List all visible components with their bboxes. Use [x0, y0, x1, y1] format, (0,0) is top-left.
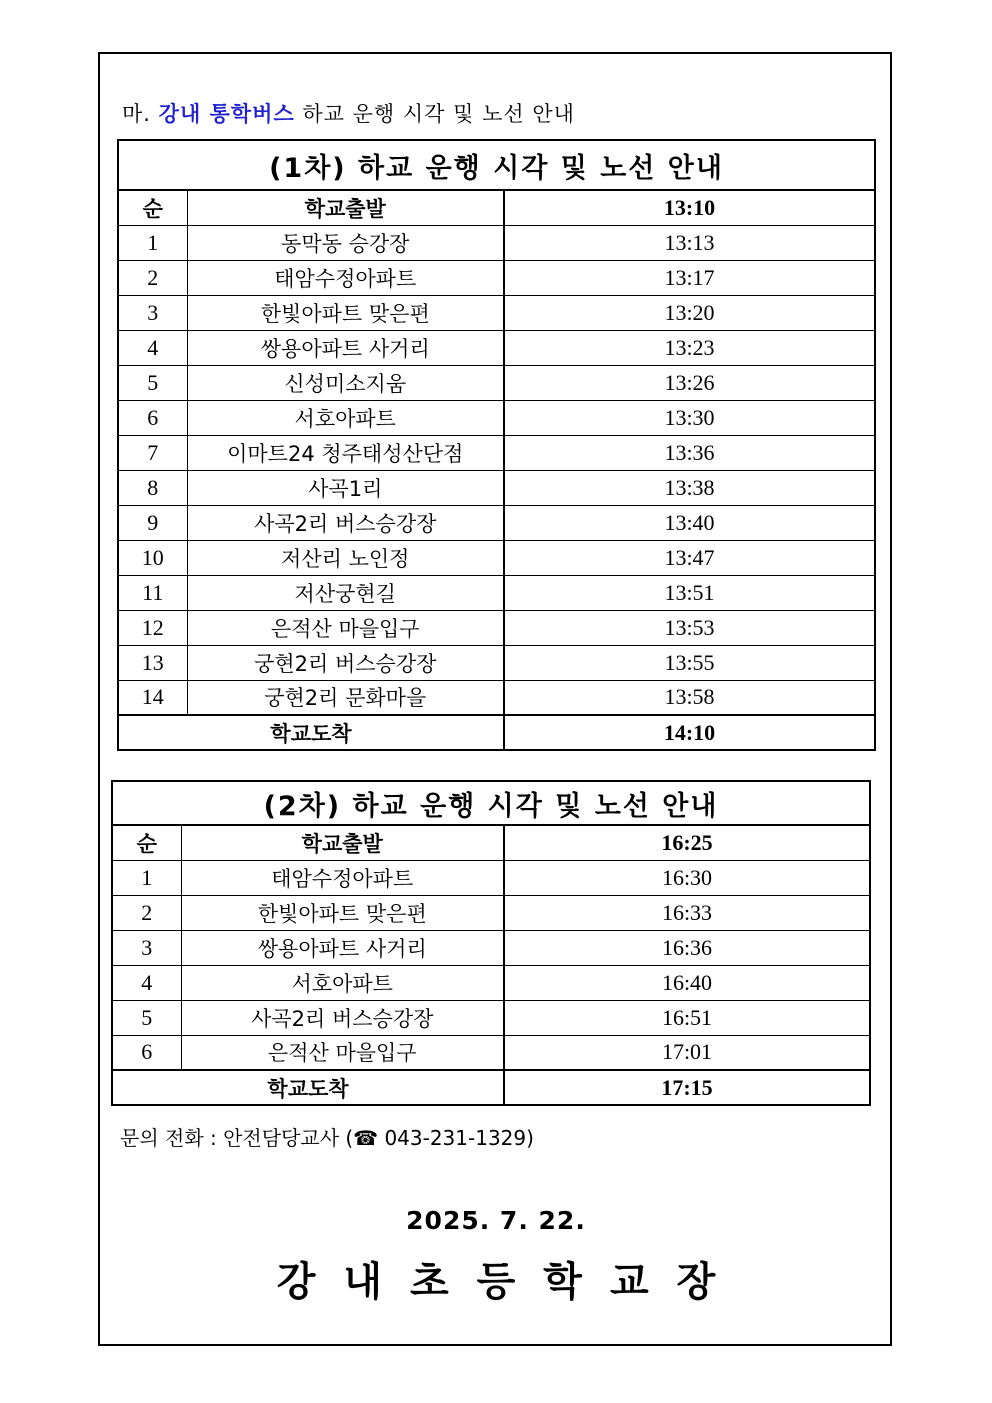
arrival-time: 14:10	[504, 715, 875, 750]
schedule-table-2	[111, 780, 871, 1106]
row-number: 5	[112, 1000, 181, 1035]
stop-time: 13:58	[504, 680, 875, 715]
table-row	[112, 1000, 870, 1035]
row-number: 10	[118, 540, 187, 575]
table-row	[118, 225, 875, 260]
row-number: 13	[118, 645, 187, 680]
stop-time: 13:47	[504, 540, 875, 575]
table-row	[118, 260, 875, 295]
row-number: 1	[112, 860, 181, 895]
row-number: 6	[112, 1035, 181, 1070]
stop-name: 저산궁현길	[187, 575, 504, 610]
stop-name: 사곡1리	[187, 470, 504, 505]
schedule-table-1	[117, 139, 876, 751]
stop-time: 16:40	[504, 965, 870, 1000]
stop-time: 13:36	[504, 435, 875, 470]
row-number: 12	[118, 610, 187, 645]
table-row	[118, 435, 875, 470]
table-row	[112, 965, 870, 1000]
row-number: 3	[118, 295, 187, 330]
stop-time: 13:40	[504, 505, 875, 540]
row-number: 4	[112, 965, 181, 1000]
section-heading	[122, 98, 575, 128]
stop-name: 궁현2리 버스승강장	[187, 645, 504, 680]
table-title: (2차) 하교 운행 시각 및 노선 안내	[112, 781, 870, 825]
stop-time: 13:51	[504, 575, 875, 610]
row-number: 5	[118, 365, 187, 400]
row-number: 2	[118, 260, 187, 295]
table-row	[118, 575, 875, 610]
table-row	[112, 930, 870, 965]
departure-time: 13:10	[504, 190, 875, 225]
stop-name: 서호아파트	[187, 400, 504, 435]
heading-highlight: 강내 통학버스	[158, 102, 295, 126]
table-row	[118, 540, 875, 575]
arrival-label: 학교도착	[118, 715, 504, 750]
stop-time: 16:33	[504, 895, 870, 930]
stop-name: 쌍용아파트 사거리	[181, 930, 504, 965]
table-row	[118, 680, 875, 715]
table-row	[112, 1035, 870, 1070]
stop-name: 한빛아파트 맞은편	[181, 895, 504, 930]
arrival-row	[118, 715, 875, 750]
stop-time: 13:13	[504, 225, 875, 260]
stop-time: 16:30	[504, 860, 870, 895]
row-number: 6	[118, 400, 187, 435]
table-row	[118, 470, 875, 505]
arrival-time: 17:15	[504, 1070, 870, 1105]
stop-time: 13:26	[504, 365, 875, 400]
stop-name: 신성미소지움	[187, 365, 504, 400]
stop-time: 13:38	[504, 470, 875, 505]
stop-name: 사곡2리 버스승강장	[187, 505, 504, 540]
row-number: 14	[118, 680, 187, 715]
table-row	[112, 860, 870, 895]
departure-time: 16:25	[504, 825, 870, 860]
table-row	[112, 895, 870, 930]
row-number: 1	[118, 225, 187, 260]
row-number: 2	[112, 895, 181, 930]
table-row	[118, 505, 875, 540]
row-number: 3	[112, 930, 181, 965]
table-row	[118, 365, 875, 400]
stop-name: 저산리 노인정	[187, 540, 504, 575]
column-header-no: 순	[118, 190, 187, 225]
stop-name: 태암수정아파트	[187, 260, 504, 295]
stop-name: 사곡2리 버스승강장	[181, 1000, 504, 1035]
stop-name: 태암수정아파트	[181, 860, 504, 895]
stop-name: 이마트24 청주태성산단점	[187, 435, 504, 470]
row-number: 8	[118, 470, 187, 505]
row-number: 9	[118, 505, 187, 540]
stop-name: 은적산 마을입구	[181, 1035, 504, 1070]
stop-name: 동막동 승강장	[187, 225, 504, 260]
table-row	[118, 610, 875, 645]
stop-time: 17:01	[504, 1035, 870, 1070]
document-date: 2025. 7. 22.	[406, 1206, 586, 1235]
stop-name: 쌍용아파트 사거리	[187, 330, 504, 365]
departure-label: 학교출발	[181, 825, 504, 860]
row-number: 4	[118, 330, 187, 365]
stop-name: 서호아파트	[181, 965, 504, 1000]
table-title: (1차) 하교 운행 시각 및 노선 안내	[118, 140, 875, 190]
arrival-row	[112, 1070, 870, 1105]
signer-name: 강내초등학교장	[276, 1259, 744, 1305]
stop-time: 13:23	[504, 330, 875, 365]
stop-time: 13:20	[504, 295, 875, 330]
stop-name: 한빛아파트 맞은편	[187, 295, 504, 330]
table-row	[118, 645, 875, 680]
stop-time: 13:17	[504, 260, 875, 295]
contact-info: 문의 전화 : 안전담당교사 (☎ 043-231-1329)	[120, 1126, 534, 1150]
table-row	[118, 400, 875, 435]
stop-time: 16:36	[504, 930, 870, 965]
stop-name: 궁현2리 문화마을	[187, 680, 504, 715]
heading-rest: 하교 운행 시각 및 노선 안내	[302, 102, 575, 126]
arrival-label: 학교도착	[112, 1070, 504, 1105]
stop-time: 13:53	[504, 610, 875, 645]
heading-prefix: 마.	[122, 102, 151, 126]
stop-time: 16:51	[504, 1000, 870, 1035]
table-row	[118, 330, 875, 365]
departure-label: 학교출발	[187, 190, 504, 225]
column-header-no: 순	[112, 825, 181, 860]
row-number: 7	[118, 435, 187, 470]
row-number: 11	[118, 575, 187, 610]
stop-name: 은적산 마을입구	[187, 610, 504, 645]
stop-time: 13:30	[504, 400, 875, 435]
table-row	[118, 295, 875, 330]
stop-time: 13:55	[504, 645, 875, 680]
